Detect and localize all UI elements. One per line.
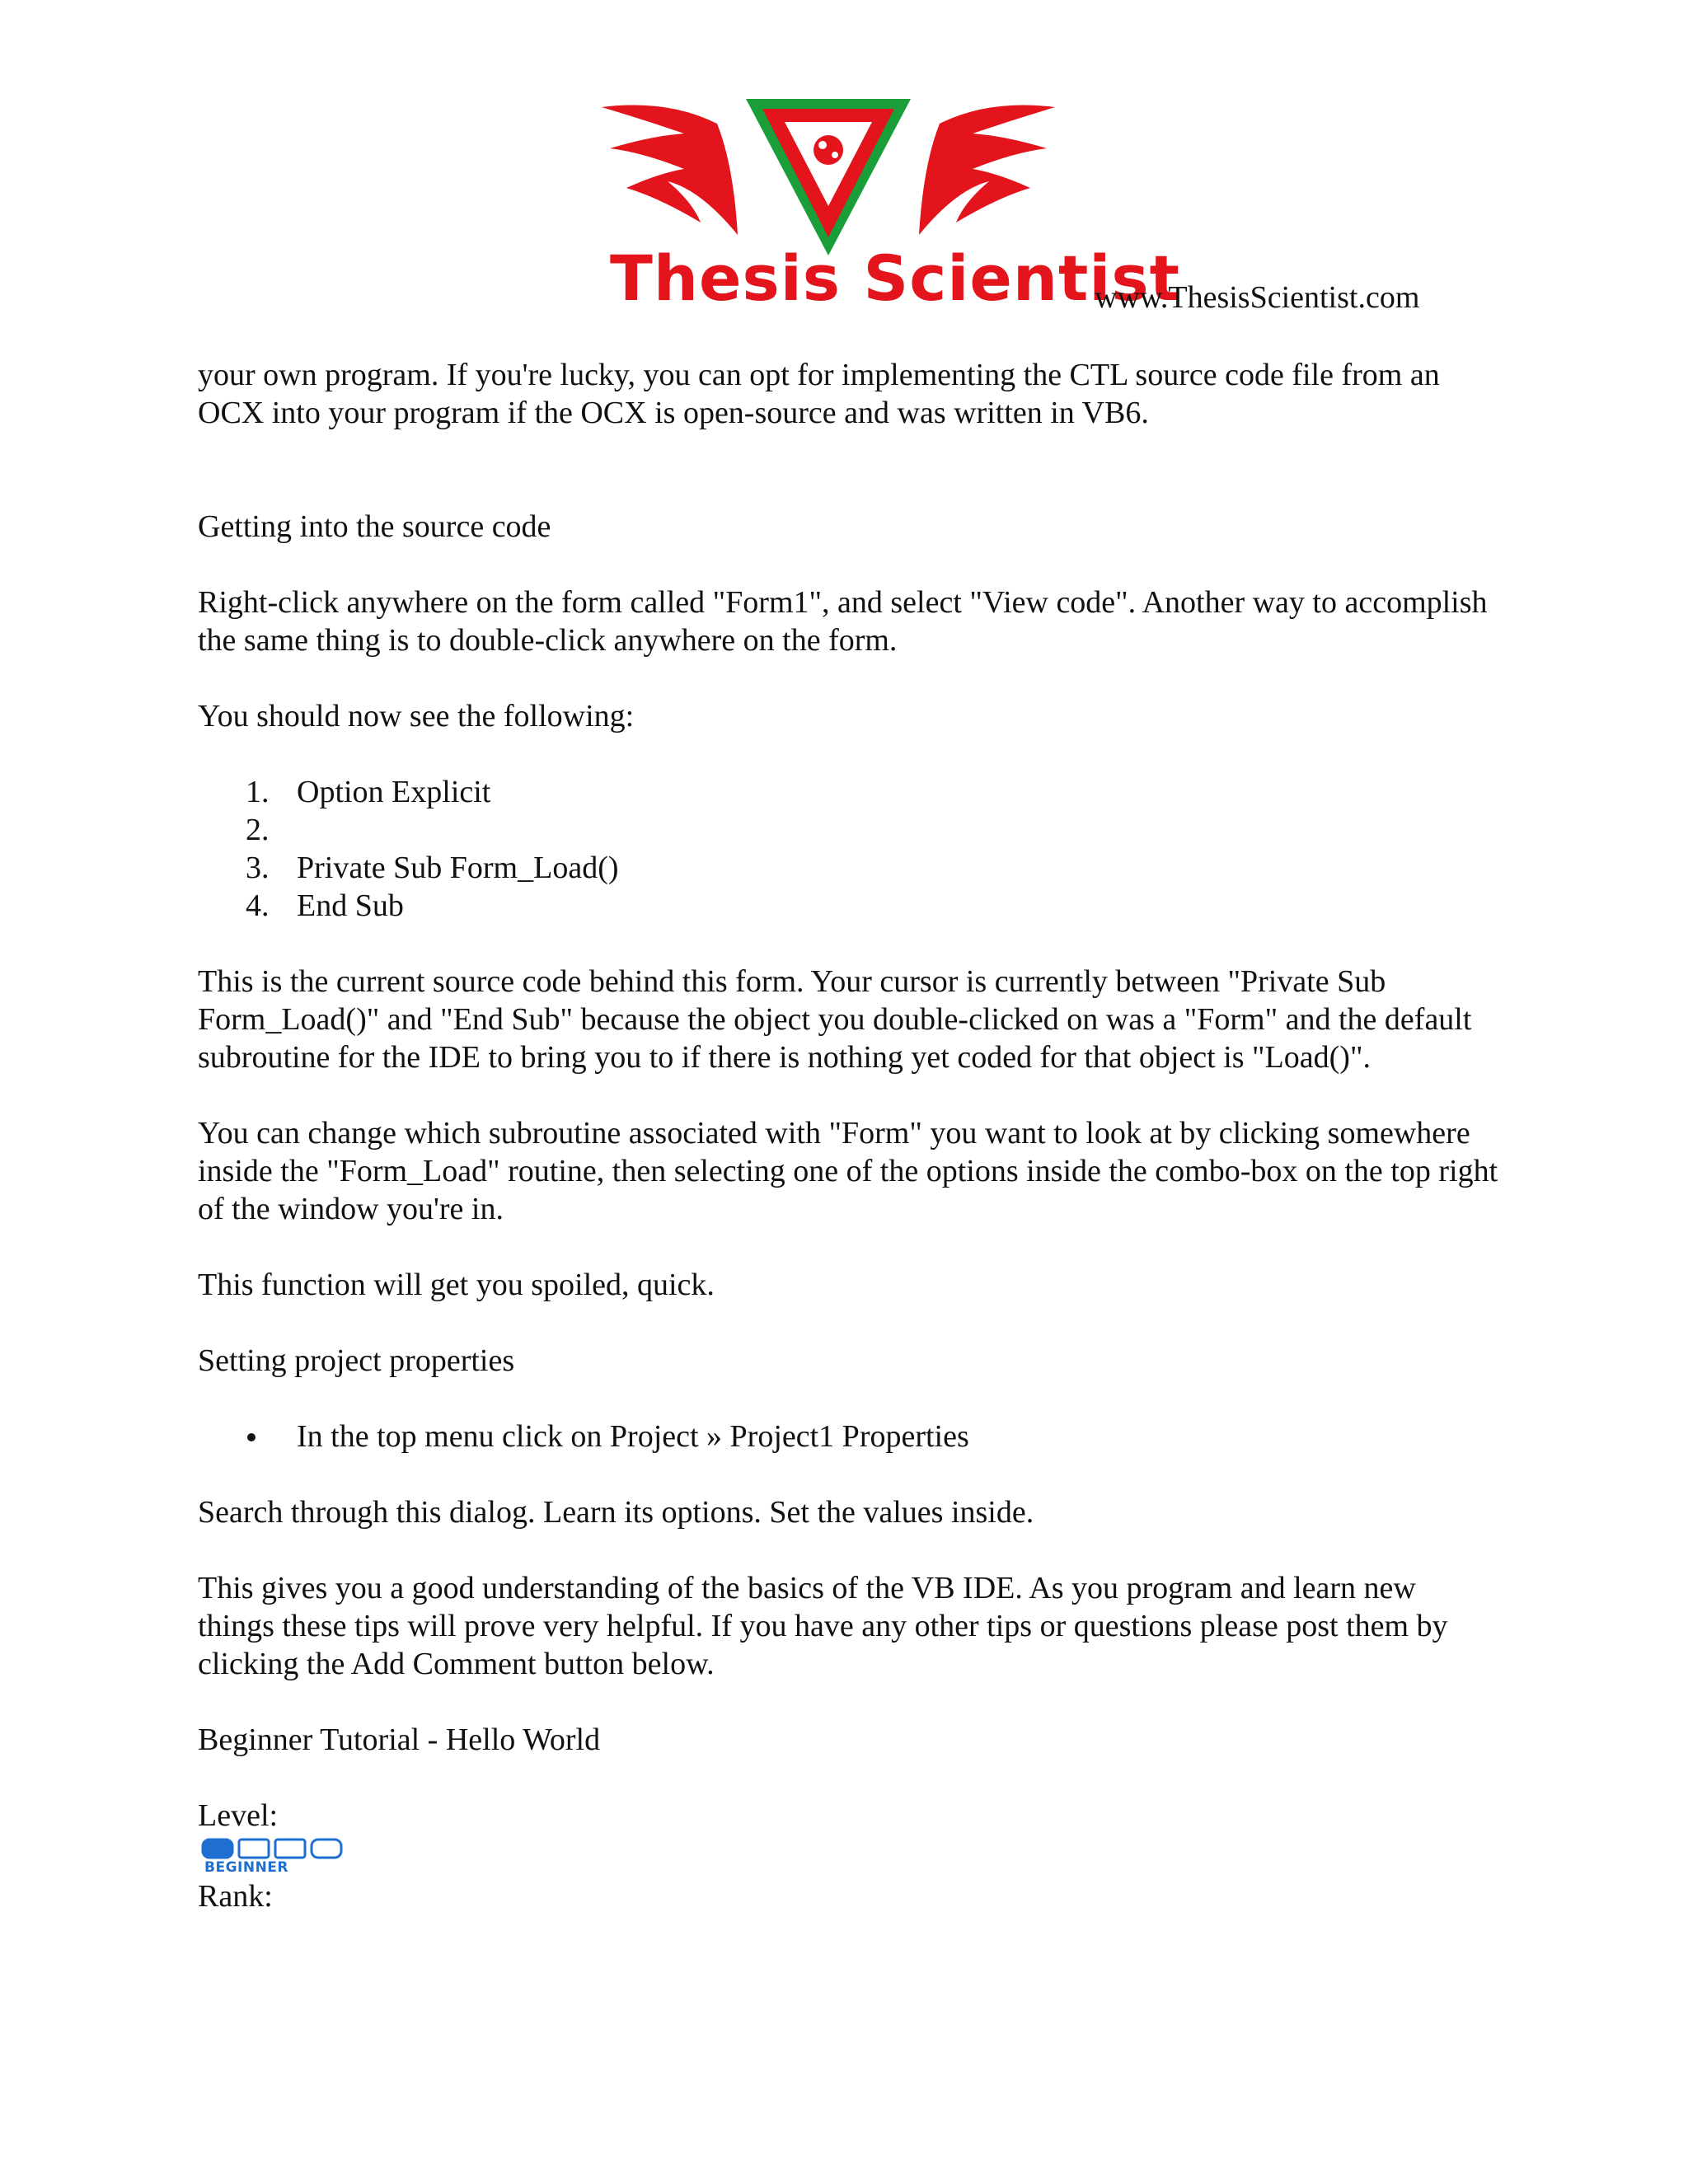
understanding-paragraph: This gives you a good understanding of the basics of the VB IDE. As you program and learn new things these tips will prove very helpful. If you have any other tips or questions please post them by clicking the Add Comment button below.: [198, 1571, 1448, 1681]
current-source-paragraph: This is the current source code behind this form. Your cursor is currently between "Private Sub Form_Load()" and "End Sub" because the object you double-clicked on was a "Form" and the default subroutine for the IDE to bring you to if there is nothing yet coded for that object is "Load()".: [198, 964, 1472, 1075]
code-list-number: 3.: [246, 851, 270, 885]
bullet-dot-icon: [247, 1433, 256, 1441]
code-list-item: [198, 849, 1500, 887]
right-click-paragraph: Right-click anywhere on the form called "Form1", and select "View code". Another way to accomplish the same thing is to double-click anywhere on the form.: [198, 585, 1488, 658]
code-list-item: [198, 811, 1500, 849]
tutorial-title: Beginner Tutorial - Hello World: [198, 1722, 601, 1757]
code-list-item: [198, 887, 1500, 925]
section-heading-properties: Setting project properties: [198, 1343, 515, 1378]
spoiled-paragraph: This function will get you spoiled, quick.: [198, 1268, 715, 1302]
rank-label: Rank:: [198, 1879, 273, 1914]
site-url[interactable]: www.ThesisScientist.com: [1095, 280, 1420, 315]
section-heading-source: Getting into the source code: [198, 509, 551, 544]
code-list-text: Private Sub Form_Load(): [297, 851, 619, 885]
code-list-number: 4.: [246, 888, 270, 923]
code-list-number: 1.: [246, 775, 270, 809]
code-list-item: [198, 773, 1500, 811]
intro-paragraph: your own program. If you're lucky, you can opt for implementing the CTL source code file from an OCX into your program if the OCX is open-source and was written in VB6.: [198, 358, 1440, 430]
code-list-number: 2.: [246, 813, 270, 847]
bullet-item: [198, 1418, 1500, 1455]
code-list: [198, 773, 1500, 925]
document-body: [198, 356, 1500, 1915]
bullet-text: In the top menu click on Project » Project1 Properties: [297, 1419, 969, 1454]
level-badge-label: BEGINNER: [204, 1859, 289, 1876]
page-header: [0, 0, 1688, 346]
change-subroutine-paragraph: You can change which subroutine associated with "Form" you want to look at by clicking somewhere inside the "Form_Load" routine, then selecting one of the options inside the combo-box on the top right of the window you're in.: [198, 1116, 1498, 1226]
search-dialog-paragraph: Search through this dialog. Learn its options. Set the values inside.: [198, 1495, 1034, 1530]
bullet-list: [198, 1418, 1500, 1455]
brand-name: Thesis Scientist: [610, 241, 1180, 315]
code-list-text: Option Explicit: [297, 775, 491, 809]
level-label: Level:: [198, 1798, 279, 1833]
level-bars-icon: [201, 1836, 343, 1861]
see-following-paragraph: You should now see the following:: [198, 699, 635, 733]
level-badge: [198, 1836, 346, 1877]
code-list-text: End Sub: [297, 888, 404, 923]
